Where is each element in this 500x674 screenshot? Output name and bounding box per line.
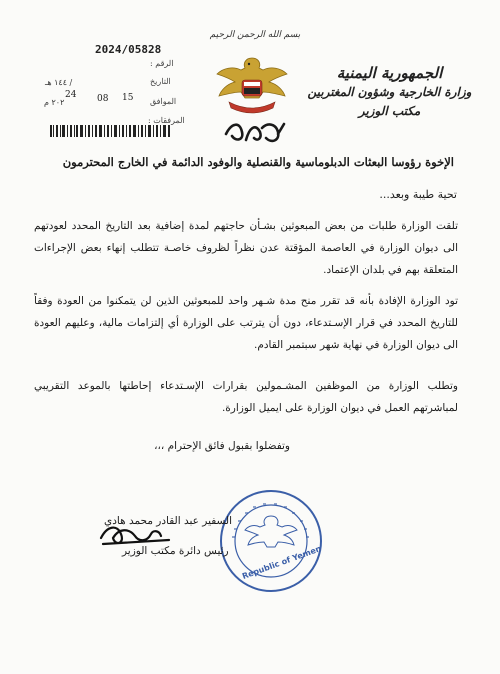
office-name: مكتب الوزير <box>358 104 421 118</box>
greeting: تحية طيبة وبعد... <box>379 188 457 201</box>
signatory-title: رئيس دائرة مكتب الوزير <box>122 545 229 557</box>
reference-number: 2024/05828 <box>95 43 162 56</box>
official-stamp <box>218 488 324 594</box>
addressee-line: الإخوة رؤوسا البعثات الدبلوماسية والقنصلية والوفود الدائمة في الخارج المحترمون <box>62 155 454 169</box>
yemen-eagle-emblem <box>215 52 289 120</box>
greg-month: 08 <box>97 94 109 104</box>
paragraph-3: وتطلب الوزارة من الموظفين المشـمولين بقرارات الإسـتدعاء إحاطتها بالموعد التقريبي لمباشرتهم العمل في ديوان الوزارة على ايميل الوزارة. <box>34 380 458 414</box>
attachments-label: المرفقات : <box>148 116 185 125</box>
paragraph-1: تلقت الوزارة طلبات من بعض المبعوثين بشـأن حاجتهم لمدة إضافية بعد التاريخ المحدد لعودتهم الى ديوان الوزارة في العاصمة المؤقتة عدن نظراً لظروف خاصـة تتطلب إنهاء بعض الإجراءات المتعلقة بهم في بلدان الإعتماد. <box>34 220 458 276</box>
hijri-date-suffix: / ١٤٤ هـ <box>45 78 73 87</box>
reference-label: الرقم : <box>150 59 174 68</box>
closing-line: وتفضلوا بقبول فائق الإحترام ،،، <box>154 440 290 452</box>
barcode <box>50 125 170 137</box>
paragraph-2: تود الوزارة الإفادة بأنه قد تقرر منح مدة شـهر واحد للمبعوثين الذين لن يتمكنوا من العودة وفقاً للتاريخ المحدد في قرار الإسـتدعاء، دون أن يترتب على الوزارة أي إلتزامات مالية، وعليهم العودة الى ديوان الوزارة في نهاية شهر سبتمبر القادم. <box>34 295 458 351</box>
stamp-text: Republic of Yemen <box>240 544 323 581</box>
greg-extra-value: 24 <box>65 90 77 100</box>
signatory-name: السفير عبد القادر محمد هادي <box>104 515 233 527</box>
greg-day: 15 <box>122 93 134 103</box>
country-name: الجمهورية اليمنية <box>336 64 443 82</box>
bismillah: بسم الله الرحمن الرحيم <box>209 30 301 40</box>
ministry-header <box>307 64 472 121</box>
ministry-name: وزارة الخارجية وشؤون المغتربين <box>307 85 472 99</box>
date-label: التاريخ <box>150 77 171 86</box>
gregorian-year-suffix: ٢٠٢ م <box>44 98 65 107</box>
equivalent-label: الموافق <box>150 97 177 106</box>
handwritten-important-mark <box>222 114 288 148</box>
